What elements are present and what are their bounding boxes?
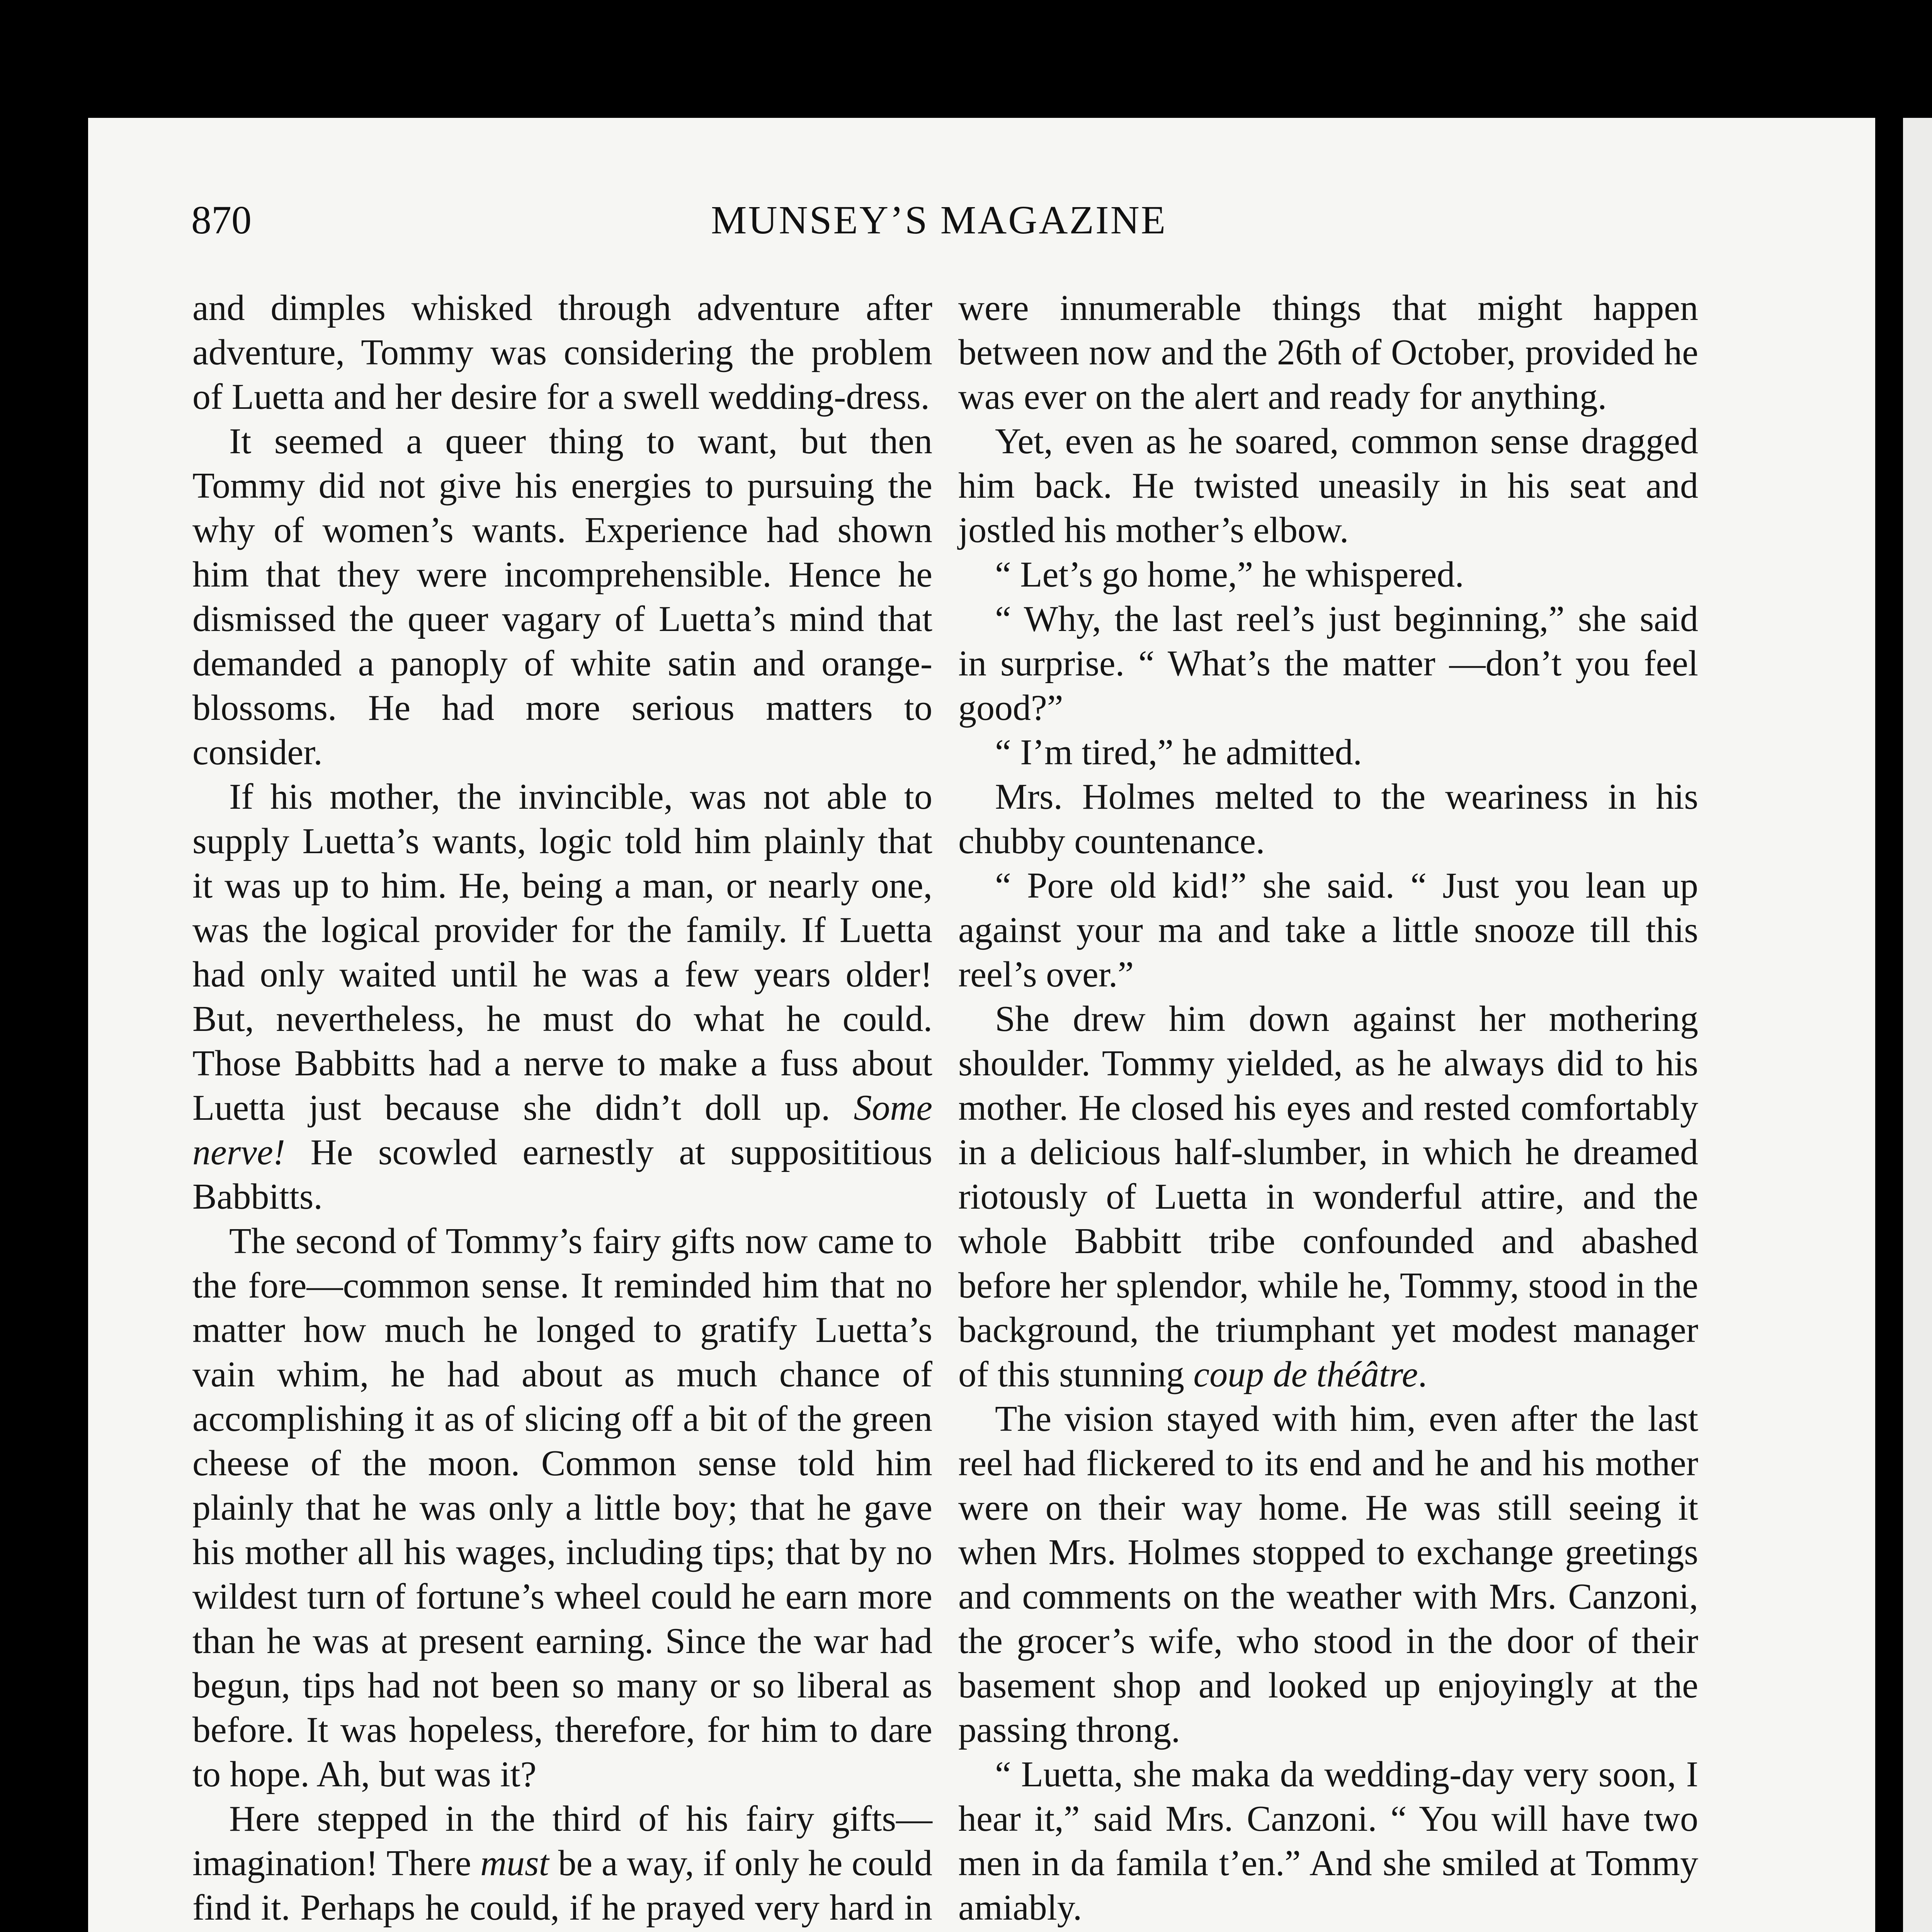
right-text-column <box>958 286 1698 1932</box>
paragraph: “ Why, the last reel’s just beginning,” she said in surprise. “ What’s the matter —don’t you feel good?” <box>958 599 1698 728</box>
paragraph-text: She drew him down against her mothering shoulder. Tommy yielded, as he always did to his mother. He closed his eyes and rested comfortably in a delicious half-slumber, in which he dreamed riotously of Luetta in wonderful attire, and the whole Babbitt tribe confounded and abashed before her splendor, while he, Tommy, stood in the background, the triumphant yet modest manager of this stunning <box>958 999 1698 1395</box>
paragraph: “ Let’s go home,” he whispered. <box>995 554 1464 595</box>
paragraph: “ I’m tired,” he admitted. <box>995 732 1362 772</box>
paragraph <box>958 1930 1698 1932</box>
paragraph-text: . <box>1418 1354 1427 1395</box>
paragraph: and dimples whisked through adventure after adventure, Tommy was considering the problem of Luetta and her desire for a swell wedding-dress. <box>192 288 932 417</box>
italic-word: must <box>480 1843 549 1883</box>
paragraph <box>192 775 932 1219</box>
paragraph: The vision stayed with him, even after the last reel had flickered to its end and he and his mother were on their way home. He was still seeing it when Mrs. Holmes stopped to exchange greetings and comments on the weather with Mrs. Canzoni, the grocer’s wife, who stood in the door of their basement shop and looked up enjoyingly at the passing throng. <box>958 1399 1698 1750</box>
paragraph: “ Pore old kid!” she said. “ Just you lean up against your ma and take a little snooze till this reel’s over.” <box>958 866 1698 995</box>
paragraph-text: Here stepped in the third of his fairy gifts—imagination! There <box>192 1799 932 1883</box>
paragraph <box>958 997 1698 1397</box>
running-head: MUNSEY’S MAGAZINE <box>711 198 1167 242</box>
paragraph-text: be a way, if only he could find it. Perhaps he could, if he prayed very hard in <box>192 1843 933 1928</box>
facing-page-edge <box>1903 118 1932 1932</box>
paragraph: Yet, even as he soared, common sense dragged him back. He twisted uneasily in his seat and jostled his mother’s elbow. <box>958 421 1698 550</box>
italic-phrase: coup de théâtre <box>1193 1354 1418 1395</box>
paragraph-text: He scowled earnestly at supposititious Babbitts. <box>192 1132 933 1217</box>
paragraph-text: If his mother, the invincible, was not able to supply Luetta’s wants, logic told him plainly that it was up to him. He, being a man, or nearly one, was the logical provider for the family. If Luetta had only waited until he was a few years older! But, nevertheless, he must do what he could. Those Babbitts had a nerve to make a fuss about Luetta just because she didn’t doll up. <box>192 777 932 1128</box>
paragraph: Mrs. Holmes melted to the weariness in his chubby countenance. <box>958 777 1698 861</box>
page-number: 870 <box>191 198 252 242</box>
italic-phrase: Some nerve! <box>192 1088 933 1172</box>
paragraph: The second of Tommy’s fairy gifts now came to the fore—common sense. It reminded him that no matter how much he longed to gratify Luetta’s vain whim, he had about as much chance of accomplishing it as of slicing off a bit of the green cheese of the moon. Common sense told him plainly that he was only a little boy; that he gave his mother all his wages, including tips; that by no wildest turn of fortune’s wheel could he earn more than he was at present earning. Since the war had begun, tips had not been so many or so liberal as before. It was hopeless, therefore, for him to dare to hope. Ah, but was it? <box>192 1221 932 1794</box>
paragraph: “ Luetta, she maka da wedding-day very soon, I hear it,” said Mrs. Canzoni. “ You will have two men in da famila t’en.” And she smiled at Tommy amiably. <box>958 1754 1698 1928</box>
paragraph: were innumerable things that might happen between now and the 26th of October, provided he was ever on the alert and ready for anything. <box>958 288 1698 417</box>
left-text-column <box>192 286 932 1932</box>
paragraph <box>192 1797 932 1932</box>
paragraph: It seemed a queer thing to want, but then Tommy did not give his energies to pursuing the why of women’s wants. Experience had shown him that they were incomprehensible. Hence he dismissed the queer vagary of Luetta’s mind that demanded a panoply of white satin and orange-blossoms. He had more serious matters to consider. <box>192 421 932 772</box>
